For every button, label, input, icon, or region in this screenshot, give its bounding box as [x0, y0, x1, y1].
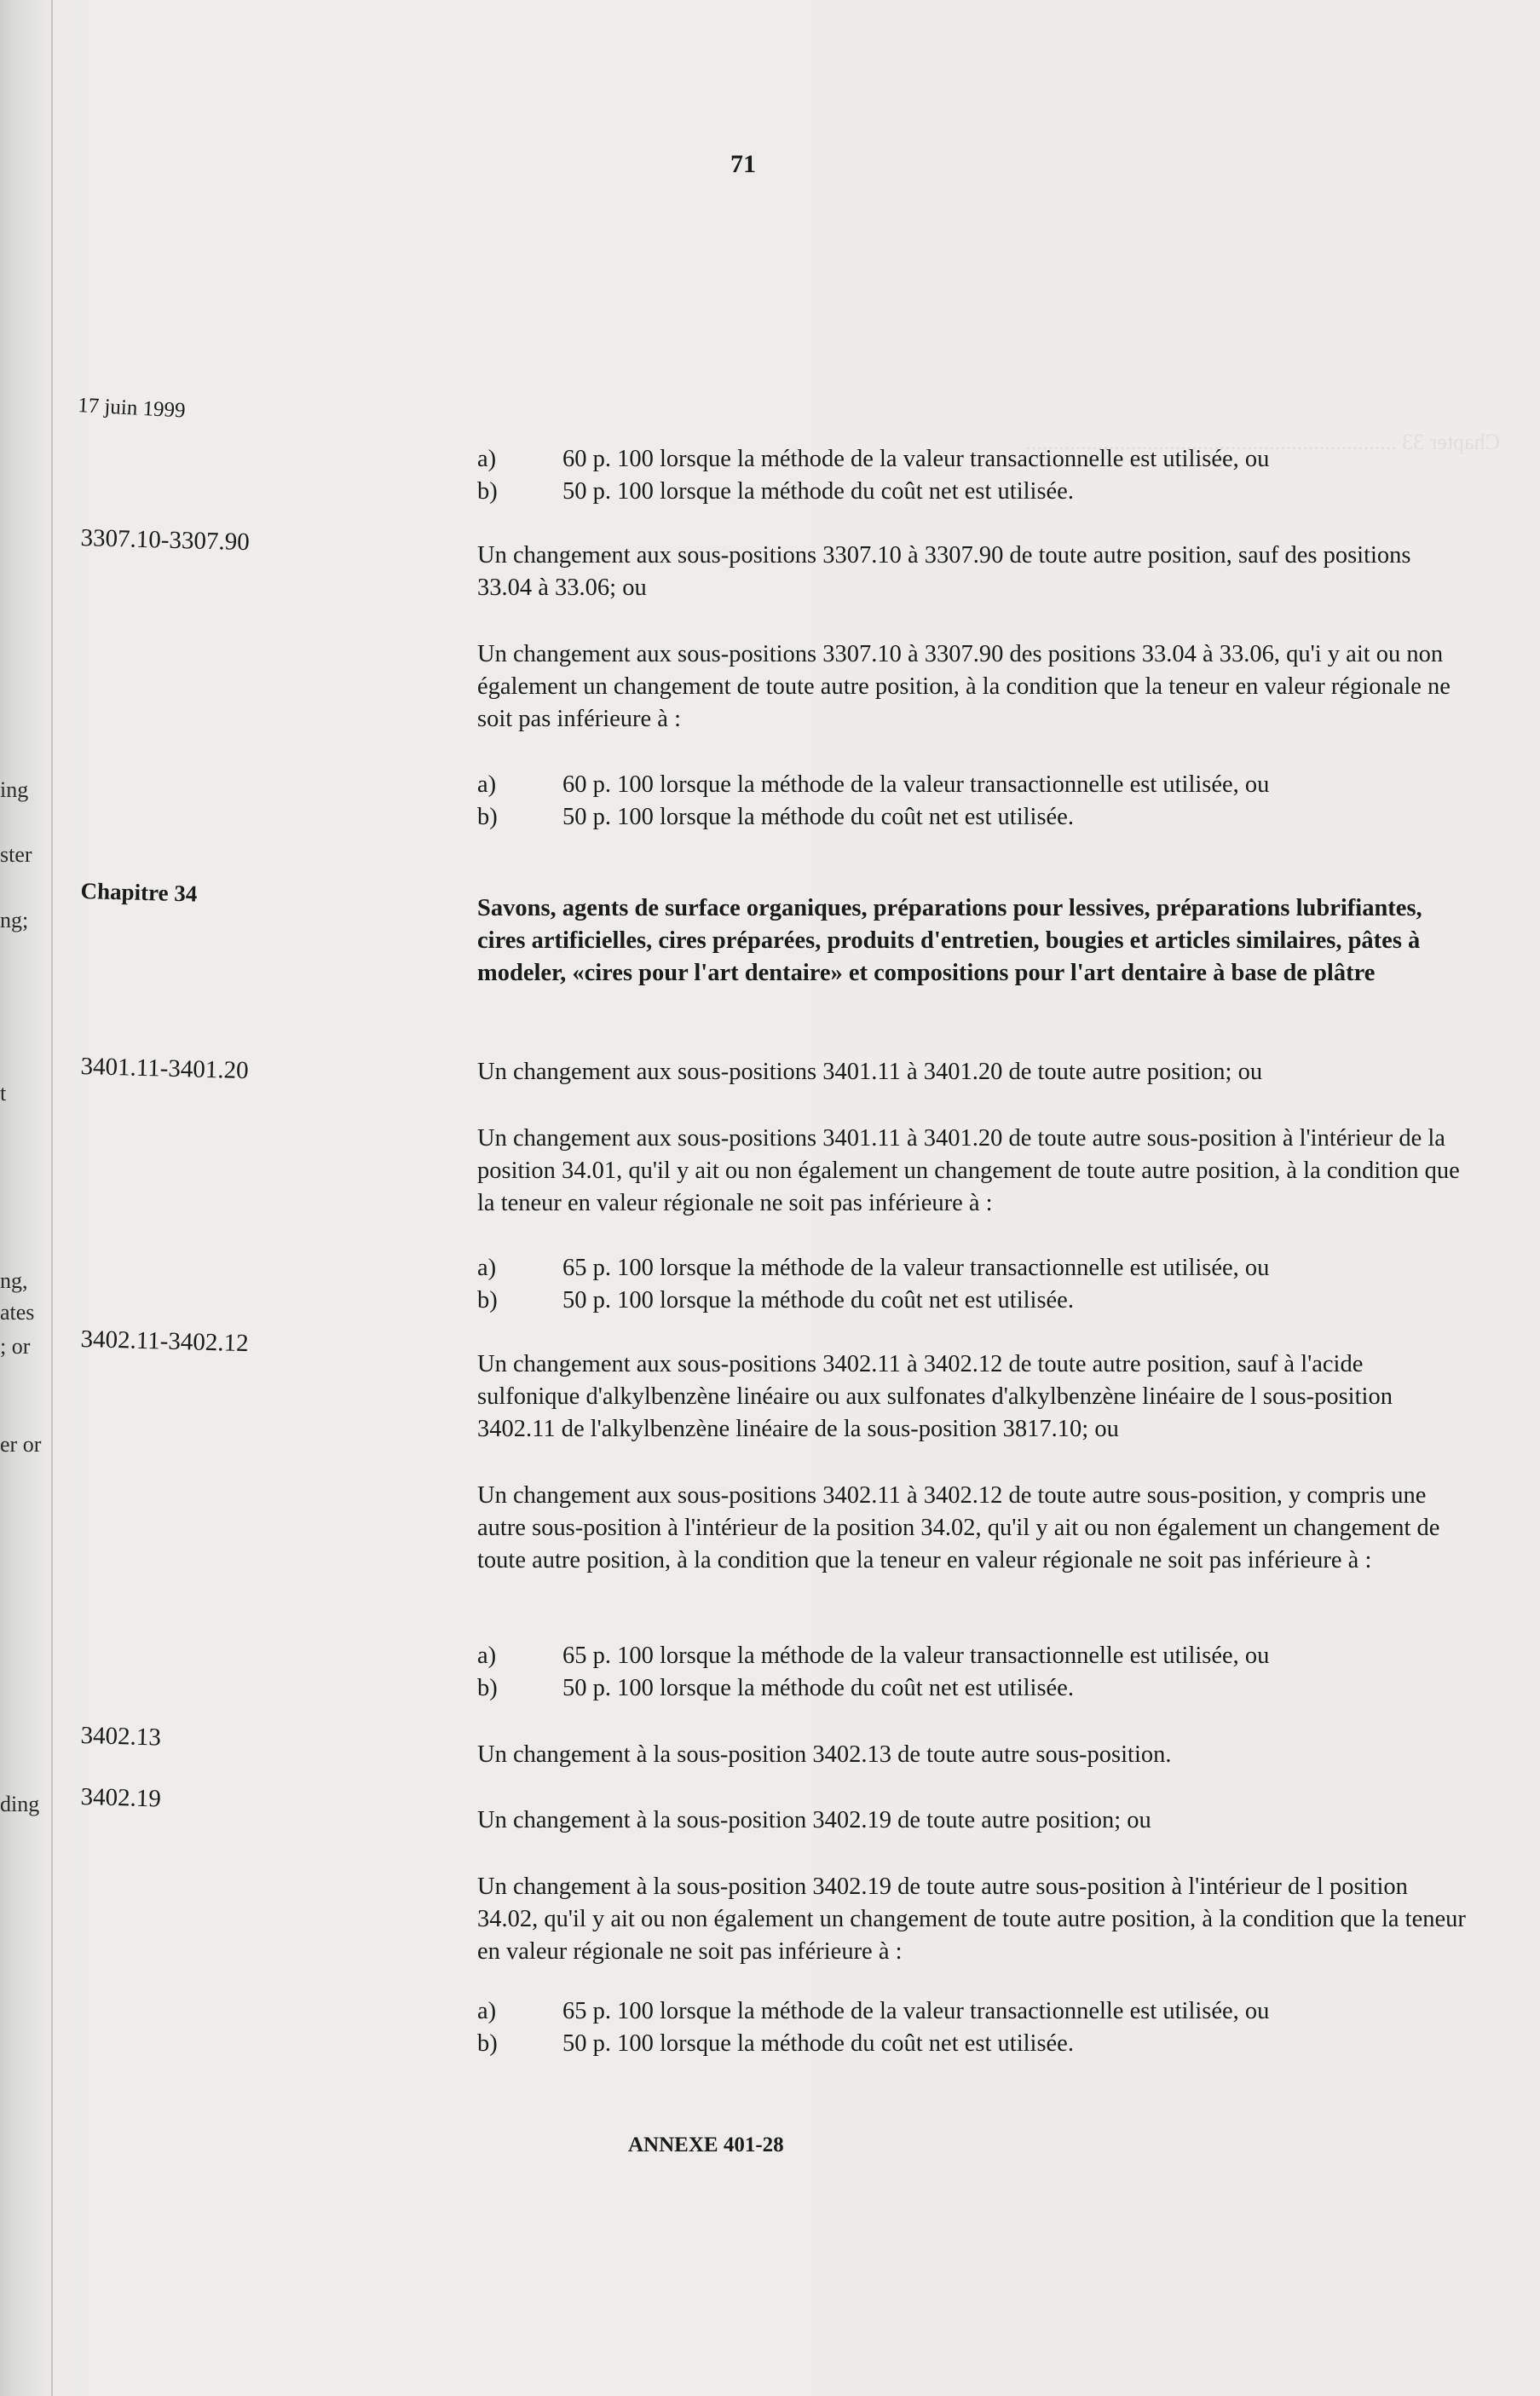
- item-text: 60 p. 100 lorsque la méthode de la valeur transactionnelle est utilisée, ou: [562, 771, 1270, 798]
- rule-paragraph: Un changement à la sous-position 3402.13 de toute autre sous-position.: [477, 1741, 1172, 1768]
- edge-fragment: ding: [0, 1792, 40, 1816]
- rule-paragraph: Un changement aux sous-positions 3402.11 à 3402.12 de toute autre position, sauf à l'acide sulfonique d'alkylbenzène linéaire ou aux sulfonates d'alkylbenzène linéaire de l sous-position 3402.11 de l'alkylbenzène linéaire de la sous-position 3817.10; ou: [477, 1351, 1393, 1442]
- item-text: 60 p. 100 lorsque la méthode de la valeur transactionnelle est utilisée, ou: [562, 446, 1270, 472]
- edge-fragment: ates: [0, 1300, 35, 1325]
- item-label: b): [477, 2030, 498, 2057]
- list-item: [477, 801, 1269, 834]
- tariff-code: 3402.13: [80, 1722, 162, 1752]
- list-item: [477, 1640, 1269, 1672]
- chapter-code: Chapitre 34: [80, 878, 198, 907]
- edge-fragment: er or: [0, 1432, 42, 1457]
- list-item: [477, 1995, 1269, 2028]
- binding-shadow: [51, 0, 53, 2396]
- list-item: [477, 2028, 1269, 2060]
- rule-paragraph: Un changement aux sous-positions 3402.11 à 3402.12 de toute autre sous-position, y compris une autre sous-position à l'intérieur de la position 34.02, qu'il y ait ou non également un changement de toute autre position, à la condition que la teneur en valeur régionale ne soit pas inférieure à :: [477, 1482, 1440, 1573]
- item-text: 50 p. 100 lorsque la méthode du coût net est utilisée.: [562, 1287, 1074, 1313]
- item-label: a): [477, 1255, 497, 1281]
- item-label: b): [477, 478, 498, 505]
- rule-paragraph: Un changement aux sous-positions 3401.11 à 3401.20 de toute autre sous-position à l'intérieur de la position 34.01, qu'il y ait ou non également un changement de toute autre position, à la condition que la teneur en valeur régionale ne soit pas inférieure à :: [477, 1125, 1460, 1216]
- list-block: [477, 1640, 1269, 1705]
- edge-fragment: ster: [0, 842, 32, 867]
- item-label: a): [477, 771, 497, 798]
- date-stamp: 17 juin 1999: [77, 394, 187, 423]
- tariff-code: 3402.19: [80, 1783, 162, 1813]
- edge-fragment: ng,: [0, 1268, 28, 1293]
- item-label: b): [477, 1287, 498, 1313]
- rule-paragraph: Un changement aux sous-positions 3401.11 à 3401.20 de toute autre position; ou: [477, 1059, 1263, 1085]
- rule-paragraph: Un changement aux sous-positions 3307.10 à 3307.90 des positions 33.04 à 33.06, qu'i y ait ou non également un changement de toute autre position, à la condition que la teneur en valeur régionale ne soit pas inférieure à :: [477, 641, 1451, 732]
- list-item: [477, 1285, 1269, 1317]
- list-block: [477, 769, 1269, 834]
- item-label: a): [477, 1643, 497, 1669]
- item-text: 50 p. 100 lorsque la méthode du coût net est utilisée.: [562, 478, 1074, 505]
- item-text: 50 p. 100 lorsque la méthode du coût net est utilisée.: [562, 804, 1074, 830]
- list-item: [477, 769, 1269, 801]
- list-block: [477, 1995, 1269, 2060]
- rule-paragraph: Un changement à la sous-position 3402.19 de toute autre sous-position à l'intérieur de l position 34.02, qu'il y ait ou non également un changement de toute autre position, à la condition que la teneur en valeur régionale ne soit pas inférieure à :: [477, 1873, 1466, 1965]
- tariff-code: 3402.11-3402.12: [80, 1325, 250, 1358]
- item-label: a): [477, 1998, 497, 2024]
- edge-fragment: ing: [0, 777, 29, 802]
- page-footer: ANNEXE 401-28: [628, 2133, 784, 2156]
- item-label: b): [477, 804, 498, 830]
- list-block: [477, 1252, 1269, 1317]
- item-text: 65 p. 100 lorsque la méthode de la valeur transactionnelle est utilisée, ou: [562, 1643, 1270, 1669]
- list-item: [477, 476, 1269, 508]
- tariff-code: 3401.11-3401.20: [80, 1053, 250, 1085]
- list-item: [477, 1672, 1269, 1705]
- item-label: a): [477, 446, 497, 472]
- list-item: [477, 443, 1269, 476]
- chapter-heading: Savons, agents de surface organiques, préparations pour lessives, préparations lubrifiantes, cires artificielles, cires préparées, produits d'entretien, bougies et articles similaires, pâtes à modeler, «cires pour l'art dentaire» et compositions pour l'art dentaire à base de plâtre: [477, 895, 1422, 986]
- item-text: 65 p. 100 lorsque la méthode de la valeur transactionnelle est utilisée, ou: [562, 1998, 1270, 2024]
- list-block: [477, 443, 1269, 508]
- item-label: b): [477, 1675, 498, 1701]
- rule-paragraph: Un changement aux sous-positions 3307.10 à 3307.90 de toute autre position, sauf des positions 33.04 à 33.06; ou: [477, 542, 1411, 601]
- list-item: [477, 1252, 1269, 1285]
- edge-fragment: ; or: [0, 1334, 31, 1359]
- item-text: 50 p. 100 lorsque la méthode du coût net est utilisée.: [562, 2030, 1074, 2057]
- show-through-text: Chapter 33 ...................................................................: [1025, 430, 1500, 454]
- item-text: 50 p. 100 lorsque la méthode du coût net est utilisée.: [562, 1675, 1074, 1701]
- edge-fragment: t: [0, 1081, 7, 1106]
- item-text: 65 p. 100 lorsque la méthode de la valeur transactionnelle est utilisée, ou: [562, 1255, 1270, 1281]
- tariff-code: 3307.10-3307.90: [80, 524, 251, 557]
- page-number: 71: [730, 150, 756, 178]
- rule-paragraph: Un changement à la sous-position 3402.19 de toute autre position; ou: [477, 1807, 1151, 1833]
- edge-fragment: ng;: [0, 908, 29, 932]
